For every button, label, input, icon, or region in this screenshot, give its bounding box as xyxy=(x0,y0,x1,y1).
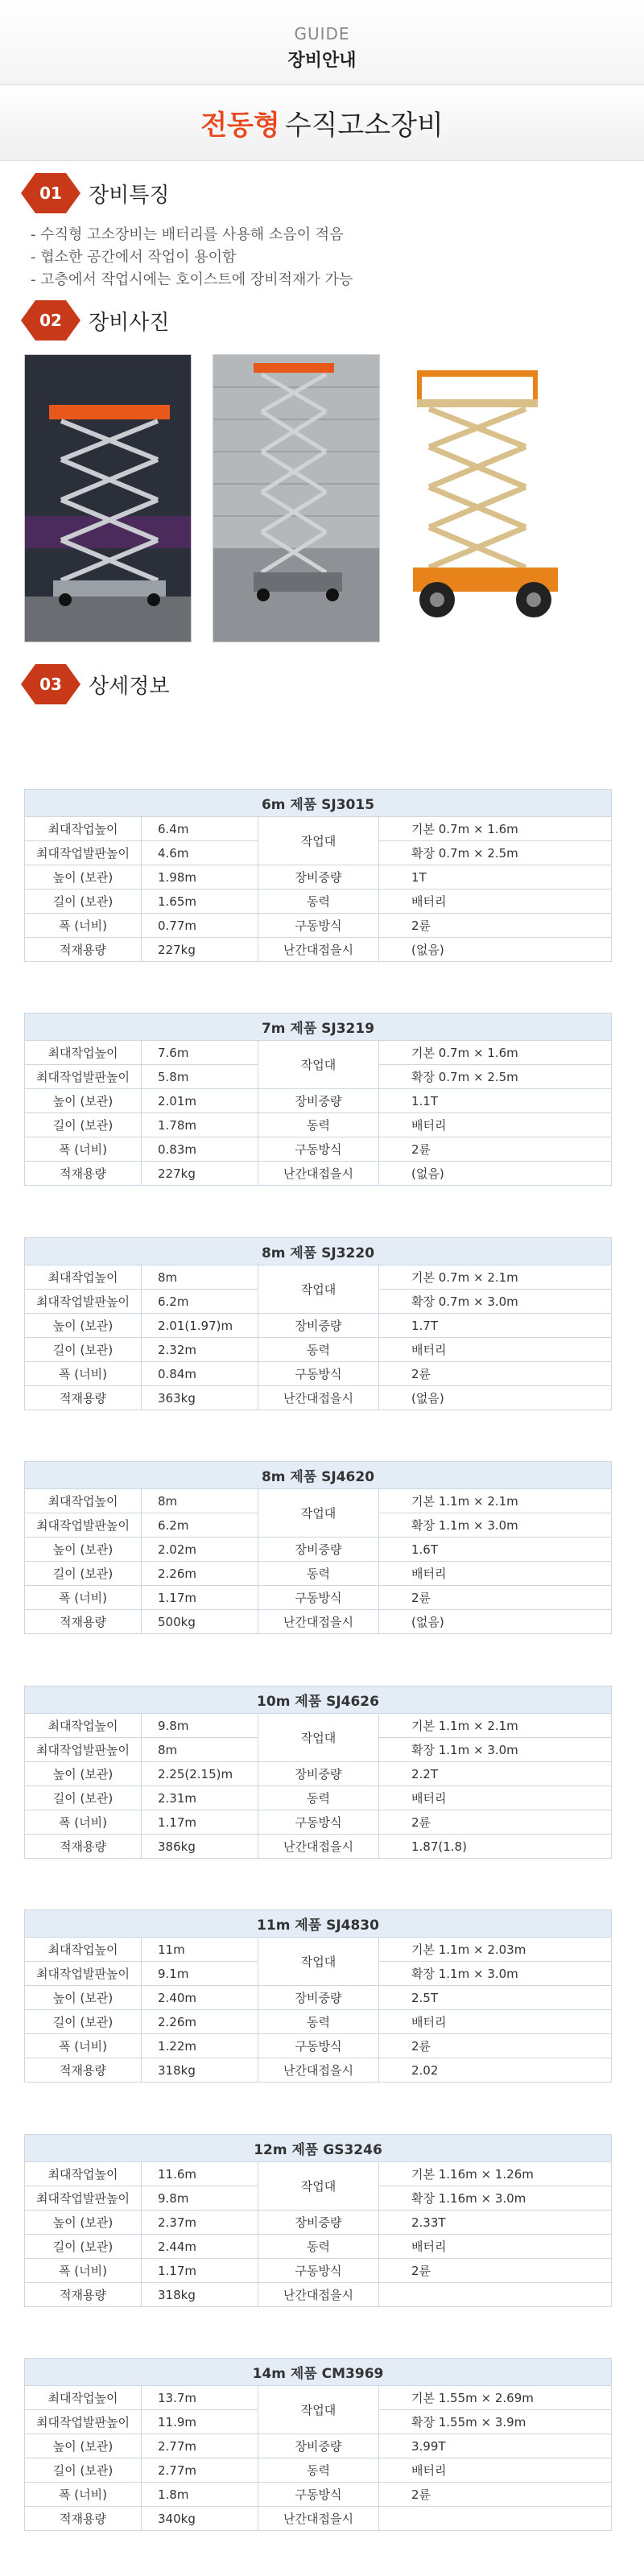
value-weight: 2.2T xyxy=(379,1762,612,1786)
value-drive: 2륜 xyxy=(379,2483,612,2507)
label-rail: 난간대접을시 xyxy=(258,2507,379,2531)
value-rail xyxy=(379,2283,612,2307)
label-platform: 작업대 xyxy=(258,1938,379,1986)
value-width: 1.22m xyxy=(142,2034,258,2058)
value-platform-basic: 기본 1.16m × 1.26m xyxy=(379,2162,612,2186)
spec-title: 8m 제품 SJ3220 xyxy=(25,1238,612,1265)
spec-table xyxy=(24,1909,612,2083)
label-capacity: 적재용량 xyxy=(25,938,142,962)
value-height: 2.02m xyxy=(142,1538,258,1562)
label-weight: 장비중량 xyxy=(258,1538,379,1562)
spec-table-3 xyxy=(0,1237,612,1410)
value-capacity: 318kg xyxy=(142,2058,258,2083)
value-max-platform: 8m xyxy=(142,1738,258,1762)
label-drive: 구동방식 xyxy=(258,1137,379,1162)
section-details-head xyxy=(0,660,644,708)
label-height: 높이 (보관) xyxy=(25,1762,142,1786)
label-drive: 구동방식 xyxy=(258,1810,379,1835)
label-max-height: 최대작업높이 xyxy=(25,1041,142,1065)
spec-title: 7m 제품 SJ3219 xyxy=(25,1013,612,1041)
value-capacity: 386kg xyxy=(142,1835,258,1859)
value-length: 1.78m xyxy=(142,1113,258,1137)
value-capacity: 363kg xyxy=(142,1386,258,1410)
label-capacity: 적재용량 xyxy=(25,2507,142,2531)
label-width: 폭 (너비) xyxy=(25,1137,142,1162)
value-max-platform: 6.2m xyxy=(142,1290,258,1314)
label-max-height: 최대작업높이 xyxy=(25,1489,142,1513)
value-platform-ext: 확장 1.16m × 3.0m xyxy=(379,2186,612,2211)
value-capacity: 227kg xyxy=(142,1162,258,1186)
label-drive: 구동방식 xyxy=(258,1586,379,1610)
label-length: 길이 (보관) xyxy=(25,890,142,914)
label-max-platform: 최대작업발판높이 xyxy=(25,1962,142,1986)
value-weight: 2.5T xyxy=(379,1986,612,2010)
label-max-platform: 최대작업발판높이 xyxy=(25,1065,142,1089)
label-width: 폭 (너비) xyxy=(25,1586,142,1610)
header-title: 장비안내 xyxy=(287,51,357,71)
value-drive: 2륜 xyxy=(379,2034,612,2058)
label-rail: 난간대접을시 xyxy=(258,2283,379,2307)
feature-item: - 협소한 공간에서 작업이 용이함 xyxy=(31,249,237,266)
value-weight: 2.33T xyxy=(379,2211,612,2235)
value-max-height: 7.6m xyxy=(142,1041,258,1065)
value-max-height: 9.8m xyxy=(142,1714,258,1738)
spec-title: 8m 제품 SJ4620 xyxy=(25,1462,612,1489)
label-max-platform: 최대작업발판높이 xyxy=(25,2186,142,2211)
value-length: 2.44m xyxy=(142,2235,258,2259)
label-rail: 난간대접을시 xyxy=(258,2058,379,2083)
header-subtitle: GUIDE xyxy=(294,24,350,43)
label-width: 폭 (너비) xyxy=(25,1362,142,1386)
section-badge: 03 xyxy=(21,664,80,704)
section-badge: 01 xyxy=(21,173,80,213)
value-power: 배터리 xyxy=(379,2458,612,2483)
label-max-height: 최대작업높이 xyxy=(25,2162,142,2186)
spec-table-5 xyxy=(0,1686,612,1859)
label-platform: 작업대 xyxy=(258,1041,379,1089)
label-drive: 구동방식 xyxy=(258,2483,379,2507)
value-max-height: 11.6m xyxy=(142,2162,258,2186)
value-height: 2.01m xyxy=(142,1089,258,1113)
label-height: 높이 (보관) xyxy=(25,1314,142,1338)
label-width: 폭 (너비) xyxy=(25,914,142,938)
value-power: 배터리 xyxy=(379,2010,612,2034)
value-rail: (없음) xyxy=(379,938,612,962)
section-photos-title: 장비사진 xyxy=(89,310,170,335)
spec-table xyxy=(24,1686,612,1859)
value-platform-basic: 기본 1.1m × 2.03m xyxy=(379,1938,612,1962)
value-platform-ext: 확장 0.7m × 3.0m xyxy=(379,1290,612,1314)
value-weight: 3.99T xyxy=(379,2434,612,2458)
label-max-platform: 최대작업발판높이 xyxy=(25,1513,142,1538)
value-weight: 1.6T xyxy=(379,1538,612,1562)
label-weight: 장비중량 xyxy=(258,2434,379,2458)
value-weight: 1.7T xyxy=(379,1314,612,1338)
value-weight: 1T xyxy=(379,865,612,890)
label-drive: 구동방식 xyxy=(258,914,379,938)
label-max-height: 최대작업높이 xyxy=(25,2386,142,2410)
label-rail: 난간대접을시 xyxy=(258,1162,379,1186)
value-platform-ext: 확장 1.1m × 3.0m xyxy=(379,1962,612,1986)
value-power: 배터리 xyxy=(379,1338,612,1362)
page-title-bar xyxy=(0,85,644,161)
page-title: 수직고소장비 xyxy=(284,109,444,142)
scissor-lift-photo-1 xyxy=(24,354,192,642)
value-max-platform: 9.1m xyxy=(142,1962,258,1986)
label-max-height: 최대작업높이 xyxy=(25,1714,142,1738)
label-height: 높이 (보관) xyxy=(25,2434,142,2458)
label-weight: 장비중량 xyxy=(258,1089,379,1113)
label-power: 동력 xyxy=(258,2235,379,2259)
spec-table xyxy=(24,1013,612,1186)
value-power: 배터리 xyxy=(379,1562,612,1586)
section-badge: 02 xyxy=(21,300,80,341)
value-platform-basic: 기본 0.7m × 1.6m xyxy=(379,817,612,841)
spec-title: 11m 제품 SJ4830 xyxy=(25,1910,612,1938)
value-width: 0.83m xyxy=(142,1137,258,1162)
spec-table-6 xyxy=(0,1909,612,2083)
label-length: 길이 (보관) xyxy=(25,2010,142,2034)
spec-title: 10m 제품 SJ4626 xyxy=(25,1686,612,1714)
label-length: 길이 (보관) xyxy=(25,2458,142,2483)
label-power: 동력 xyxy=(258,1113,379,1137)
value-platform-basic: 기본 0.7m × 2.1m xyxy=(379,1265,612,1290)
label-max-platform: 최대작업발판높이 xyxy=(25,841,142,865)
value-length: 2.77m xyxy=(142,2458,258,2483)
value-rail xyxy=(379,2507,612,2531)
label-max-platform: 최대작업발판높이 xyxy=(25,1290,142,1314)
label-rail: 난간대접을시 xyxy=(258,1610,379,1634)
value-power: 배터리 xyxy=(379,1786,612,1810)
spec-table xyxy=(24,2134,612,2307)
value-capacity: 340kg xyxy=(142,2507,258,2531)
value-height: 2.25(2.15)m xyxy=(142,1762,258,1786)
value-platform-ext: 확장 0.7m × 2.5m xyxy=(379,841,612,865)
value-rail: (없음) xyxy=(379,1610,612,1634)
value-width: 1.17m xyxy=(142,1810,258,1835)
label-length: 길이 (보관) xyxy=(25,1786,142,1810)
value-max-platform: 5.8m xyxy=(142,1065,258,1089)
value-height: 2.37m xyxy=(142,2211,258,2235)
value-platform-basic: 기본 1.55m × 2.69m xyxy=(379,2386,612,2410)
value-height: 2.77m xyxy=(142,2434,258,2458)
spec-table-2 xyxy=(0,1013,612,1186)
value-max-platform: 4.6m xyxy=(142,841,258,865)
label-max-platform: 최대작업발판높이 xyxy=(25,2410,142,2434)
value-width: 1.17m xyxy=(142,1586,258,1610)
spec-table-8 xyxy=(0,2358,612,2531)
label-drive: 구동방식 xyxy=(258,2259,379,2283)
value-width: 1.17m xyxy=(142,2259,258,2283)
value-length: 2.31m xyxy=(142,1786,258,1810)
value-width: 1.8m xyxy=(142,2483,258,2507)
label-drive: 구동방식 xyxy=(258,1362,379,1386)
section-details-title: 상세정보 xyxy=(89,674,170,699)
spec-table-4 xyxy=(0,1461,612,1634)
label-capacity: 적재용량 xyxy=(25,1835,142,1859)
label-max-height: 최대작업높이 xyxy=(25,1265,142,1290)
value-platform-ext: 확장 0.7m × 2.5m xyxy=(379,1065,612,1089)
section-features-head xyxy=(0,169,644,217)
page-header xyxy=(0,0,644,85)
label-length: 길이 (보관) xyxy=(25,2235,142,2259)
spec-title: 14m 제품 CM3969 xyxy=(25,2359,612,2386)
value-platform-ext: 확장 1.55m × 3.9m xyxy=(379,2410,612,2434)
value-rail: 1.87(1.8) xyxy=(379,1835,612,1859)
value-max-height: 8m xyxy=(142,1265,258,1290)
label-max-platform: 최대작업발판높이 xyxy=(25,1738,142,1762)
value-length: 1.65m xyxy=(142,890,258,914)
label-width: 폭 (너비) xyxy=(25,1810,142,1835)
value-length: 2.26m xyxy=(142,1562,258,1586)
value-drive: 2륜 xyxy=(379,1586,612,1610)
label-power: 동력 xyxy=(258,2458,379,2483)
label-weight: 장비중량 xyxy=(258,1986,379,2010)
value-width: 0.77m xyxy=(142,914,258,938)
label-height: 높이 (보관) xyxy=(25,865,142,890)
spec-table-1 xyxy=(0,789,612,962)
label-rail: 난간대접을시 xyxy=(258,1835,379,1859)
label-capacity: 적재용량 xyxy=(25,1386,142,1410)
spec-table xyxy=(24,1237,612,1410)
label-height: 높이 (보관) xyxy=(25,2211,142,2235)
label-capacity: 적재용량 xyxy=(25,1162,142,1186)
label-weight: 장비중량 xyxy=(258,865,379,890)
value-rail: 2.02 xyxy=(379,2058,612,2083)
value-drive: 2륜 xyxy=(379,2259,612,2283)
value-max-height: 13.7m xyxy=(142,2386,258,2410)
label-height: 높이 (보관) xyxy=(25,1538,142,1562)
value-power: 배터리 xyxy=(379,2235,612,2259)
value-platform-basic: 기본 1.1m × 2.1m xyxy=(379,1489,612,1513)
label-power: 동력 xyxy=(258,1562,379,1586)
value-drive: 2륜 xyxy=(379,914,612,938)
value-max-platform: 11.9m xyxy=(142,2410,258,2434)
photo-gallery xyxy=(0,354,644,642)
label-rail: 난간대접을시 xyxy=(258,938,379,962)
label-max-height: 최대작업높이 xyxy=(25,1938,142,1962)
value-height: 2.01(1.97)m xyxy=(142,1314,258,1338)
label-weight: 장비중량 xyxy=(258,1314,379,1338)
value-drive: 2륜 xyxy=(379,1810,612,1835)
label-weight: 장비중량 xyxy=(258,2211,379,2235)
scissor-lift-photo-2 xyxy=(213,354,380,642)
value-length: 2.32m xyxy=(142,1338,258,1362)
value-max-height: 6.4m xyxy=(142,817,258,841)
label-width: 폭 (너비) xyxy=(25,2259,142,2283)
label-max-height: 최대작업높이 xyxy=(25,817,142,841)
value-length: 2.26m xyxy=(142,2010,258,2034)
feature-item: - 수직형 고소장비는 배터리를 사용해 소음이 적음 xyxy=(31,226,344,243)
label-length: 길이 (보관) xyxy=(25,1338,142,1362)
label-weight: 장비중량 xyxy=(258,1762,379,1786)
label-platform: 작업대 xyxy=(258,817,379,865)
value-platform-basic: 기본 1.1m × 2.1m xyxy=(379,1714,612,1738)
value-rail: (없음) xyxy=(379,1386,612,1410)
label-platform: 작업대 xyxy=(258,1489,379,1538)
label-rail: 난간대접을시 xyxy=(258,1386,379,1410)
value-max-platform: 9.8m xyxy=(142,2186,258,2211)
spec-title: 6m 제품 SJ3015 xyxy=(25,790,612,817)
label-capacity: 적재용량 xyxy=(25,1610,142,1634)
value-platform-basic: 기본 0.7m × 1.6m xyxy=(379,1041,612,1065)
value-power: 배터리 xyxy=(379,1113,612,1137)
label-length: 길이 (보관) xyxy=(25,1113,142,1137)
value-width: 0.84m xyxy=(142,1362,258,1386)
label-power: 동력 xyxy=(258,2010,379,2034)
features-list xyxy=(0,217,644,291)
spec-table-7 xyxy=(0,2134,612,2307)
spec-table xyxy=(24,2358,612,2531)
label-power: 동력 xyxy=(258,1786,379,1810)
scissor-lift-photo-3 xyxy=(401,354,568,642)
label-power: 동력 xyxy=(258,1338,379,1362)
label-height: 높이 (보관) xyxy=(25,1089,142,1113)
label-width: 폭 (너비) xyxy=(25,2483,142,2507)
spec-table xyxy=(24,1461,612,1634)
value-max-height: 11m xyxy=(142,1938,258,1962)
label-capacity: 적재용량 xyxy=(25,2058,142,2083)
value-capacity: 500kg xyxy=(142,1610,258,1634)
label-power: 동력 xyxy=(258,890,379,914)
label-platform: 작업대 xyxy=(258,1265,379,1314)
value-drive: 2륜 xyxy=(379,1137,612,1162)
label-platform: 작업대 xyxy=(258,2386,379,2434)
value-height: 2.40m xyxy=(142,1986,258,2010)
value-height: 1.98m xyxy=(142,865,258,890)
label-platform: 작업대 xyxy=(258,2162,379,2211)
value-rail: (없음) xyxy=(379,1162,612,1186)
feature-item: - 고층에서 작업시에는 호이스트에 장비적재가 가능 xyxy=(31,271,353,288)
label-capacity: 적재용량 xyxy=(25,2283,142,2307)
value-platform-ext: 확장 1.1m × 3.0m xyxy=(379,1513,612,1538)
value-capacity: 318kg xyxy=(142,2283,258,2307)
value-weight: 1.1T xyxy=(379,1089,612,1113)
value-power: 배터리 xyxy=(379,890,612,914)
value-max-platform: 6.2m xyxy=(142,1513,258,1538)
spec-title: 12m 제품 GS3246 xyxy=(25,2135,612,2162)
page-title-accent: 전동형 xyxy=(200,109,280,142)
value-platform-ext: 확장 1.1m × 3.0m xyxy=(379,1738,612,1762)
section-photos-head xyxy=(0,296,644,345)
label-height: 높이 (보관) xyxy=(25,1986,142,2010)
value-capacity: 227kg xyxy=(142,938,258,962)
section-features-title: 장비특징 xyxy=(89,183,170,208)
label-length: 길이 (보관) xyxy=(25,1562,142,1586)
label-platform: 작업대 xyxy=(258,1714,379,1762)
spec-table xyxy=(24,789,612,962)
value-max-height: 8m xyxy=(142,1489,258,1513)
value-drive: 2륜 xyxy=(379,1362,612,1386)
label-drive: 구동방식 xyxy=(258,2034,379,2058)
label-width: 폭 (너비) xyxy=(25,2034,142,2058)
